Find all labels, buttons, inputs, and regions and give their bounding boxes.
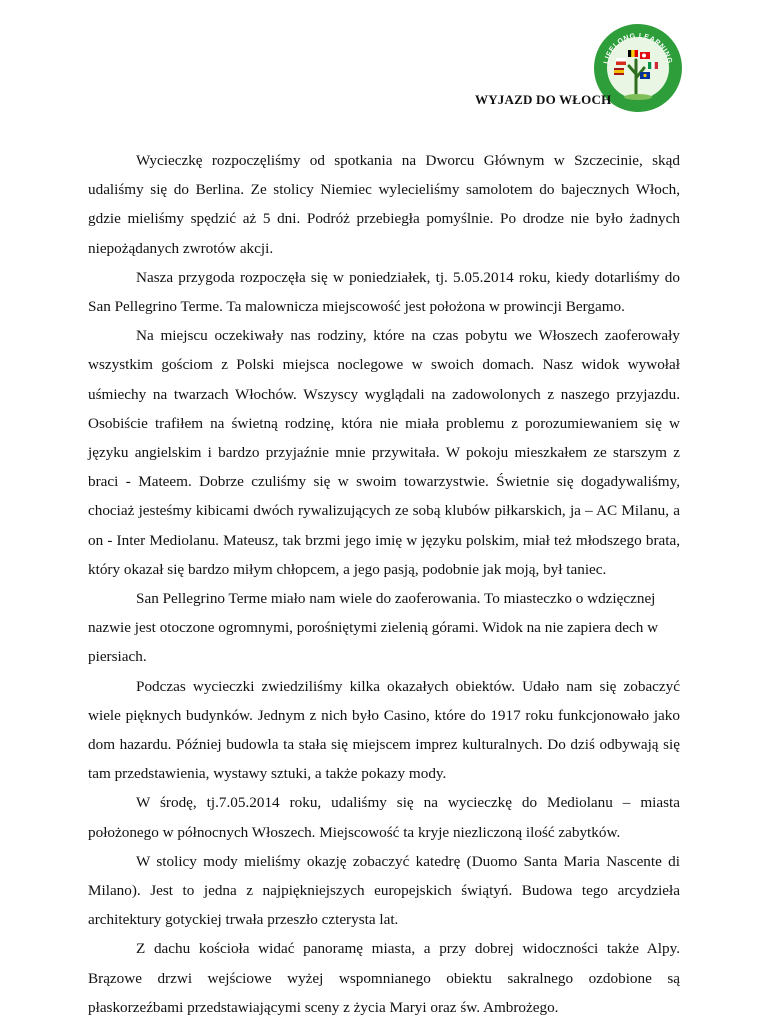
article-body bbox=[88, 146, 680, 1022]
paragraph: Nasza przygoda rozpoczęła się w poniedziałek, tj. 5.05.2014 roku, kiedy dotarliśmy do San Pellegrino Terme. Ta malownicza miejscowość jest położona w prowincji Bergamo. bbox=[88, 268, 680, 316]
page-title: WYJAZD DO WŁOCH bbox=[475, 92, 612, 107]
paragraph: Podczas wycieczki zwiedziliśmy kilka okazałych obiektów. Udało nam się zobaczyć wiele pięknych budynków. Jednym z nich było Casino, które do 1917 roku funkcjonowało jako dom hazardu. Później budowla ta stała się miejscem imprez kulturalnych. Do dziś odbywają się tam przedstawienia, wystawy sztuki, a także pokazy mody. bbox=[88, 677, 680, 783]
paragraph: W środę, tj.7.05.2014 roku, udaliśmy się na wycieczkę do Mediolanu – miasta położonego w północnych Włoszech. Miejscowość ta kryje niezliczoną ilość zabytków. bbox=[88, 794, 680, 841]
paragraph: W stolicy mody mieliśmy okazję zobaczyć katedrę (Duomo Santa Maria Nascente di Milano). Jest to jedna z najpiękniejszych europejskich świątyń. Budowa tego arcydzieła architektury gotyckiej trwała przeszło czterysta lat. bbox=[88, 852, 680, 929]
paragraph: Z dachu kościoła widać panoramę miasta, a przy dobrej widoczności także Alpy. Brązowe drzwi wejściowe wyżej wspomnianego obiektu sakralnego ozdobione są płaskorzeźbami przedstawiającymi sceny z życia Maryi oraz św. Ambrożego. bbox=[88, 940, 680, 1016]
logo-ring-text: LIFELONG LEARNING bbox=[601, 30, 675, 65]
paragraph: Na miejscu oczekiwały nas rodziny, które na czas pobytu we Włoszech zaoferowały wszystkim gościom z Polski miejsca noclegowe w swoich domach. Nasz widok wywołał uśmiechy na twarzach Włochów. Wszyscy wyglądali na zadowolonych z naszego przyjazdu. Osobiście trafiłem na świetną rodzinę, która nie miała problemu z porozumiewaniem się w języku angielskim i bardzo przyjaźnie mnie przywitała. W pokoju mieszkałem ze starszym z braci - Mateem. Dobrze czuliśmy się w swoim towarzystwie. Świetnie się dogadywaliśmy, chociaż jesteśmy kibicami dwóch rywalizujących ze sobą klubów piłkarskich, ja – AC Milanu, a on - Inter Mediolanu. Mateusz, tak brzmi jego imię w języku polskim, miał też młodszego brata, który okazał się bardzo miłym chłopcem, a jego pasją, podobnie jak moją, był taniec. bbox=[88, 327, 680, 578]
paragraph: Wycieczkę rozpoczęliśmy od spotkania na Dworcu Głównym w Szczecinie, skąd udaliśmy się do Berlina. Ze stolicy Niemiec wylecieliśmy samolotem do bajecznych Włoch, gdzie mieliśmy spędzić aż 5 dni. Podróż przebiegła pomyślnie. Po drodze nie było żadnych niepożądanych zwrotów akcji. bbox=[88, 152, 680, 257]
paragraph: San Pellegrino Terme miało nam wiele do zaoferowania. To miasteczko o wdzięcznej nazwie jest otoczone ogromnymi, porośniętymi zielenią górami. Widok na nie zapiera dech w piersiach. bbox=[88, 590, 659, 666]
